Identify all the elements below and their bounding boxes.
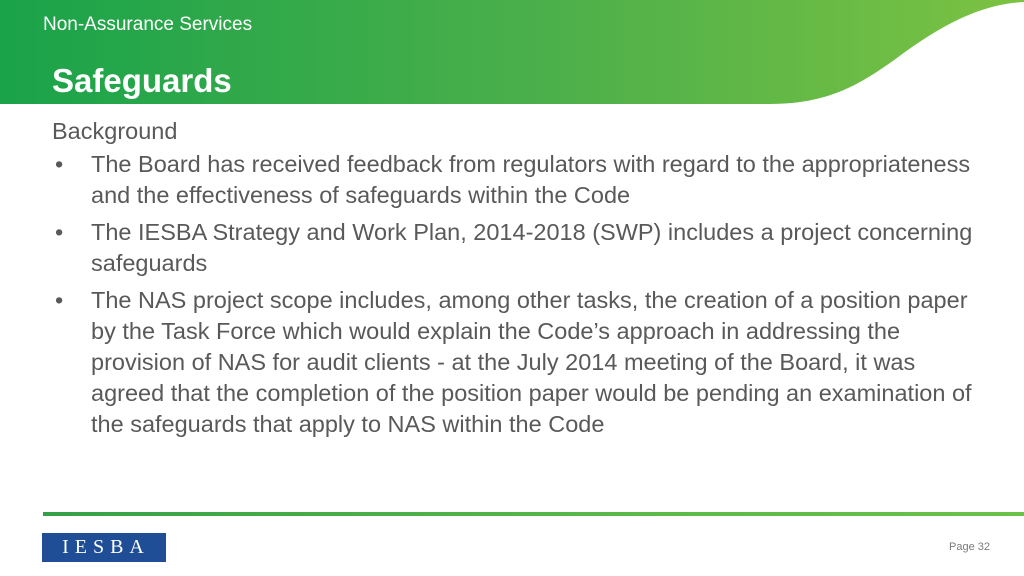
subheading: Background (52, 118, 178, 144)
bullet-text: The Board has received feedback from regulators with regard to the appropriateness and the effectiveness of safeguards within the Code (91, 151, 971, 208)
bullet-icon: • (55, 219, 64, 245)
bullet-text: The IESBA Strategy and Work Plan, 2014-2018 (SWP) includes a project concerning safeguards (91, 219, 973, 276)
bullet-icon: • (55, 287, 64, 313)
bullet-text: The NAS project scope includes, among other tasks, the creation of a position paper by the Task Force which would explain the Code’s approach in addressing the provision of NAS for audit clients - at the July 2014 meeting of the Board, it was agreed that the completion of the position paper would be pending an examination of the safeguards that apply to NAS within the Code (91, 287, 972, 437)
iesba-logo: IESBA (42, 533, 166, 562)
bullet-list (52, 149, 987, 440)
slide-body (52, 116, 987, 446)
bullet-icon: • (55, 151, 64, 177)
bullet-item (52, 149, 987, 211)
footer-divider (43, 512, 1024, 516)
bullet-item (52, 217, 987, 279)
bullet-item (52, 285, 987, 440)
section-label: Non-Assurance Services (43, 14, 253, 35)
slide-title: Safeguards (52, 62, 232, 99)
page-number: Page 32 (949, 541, 990, 553)
